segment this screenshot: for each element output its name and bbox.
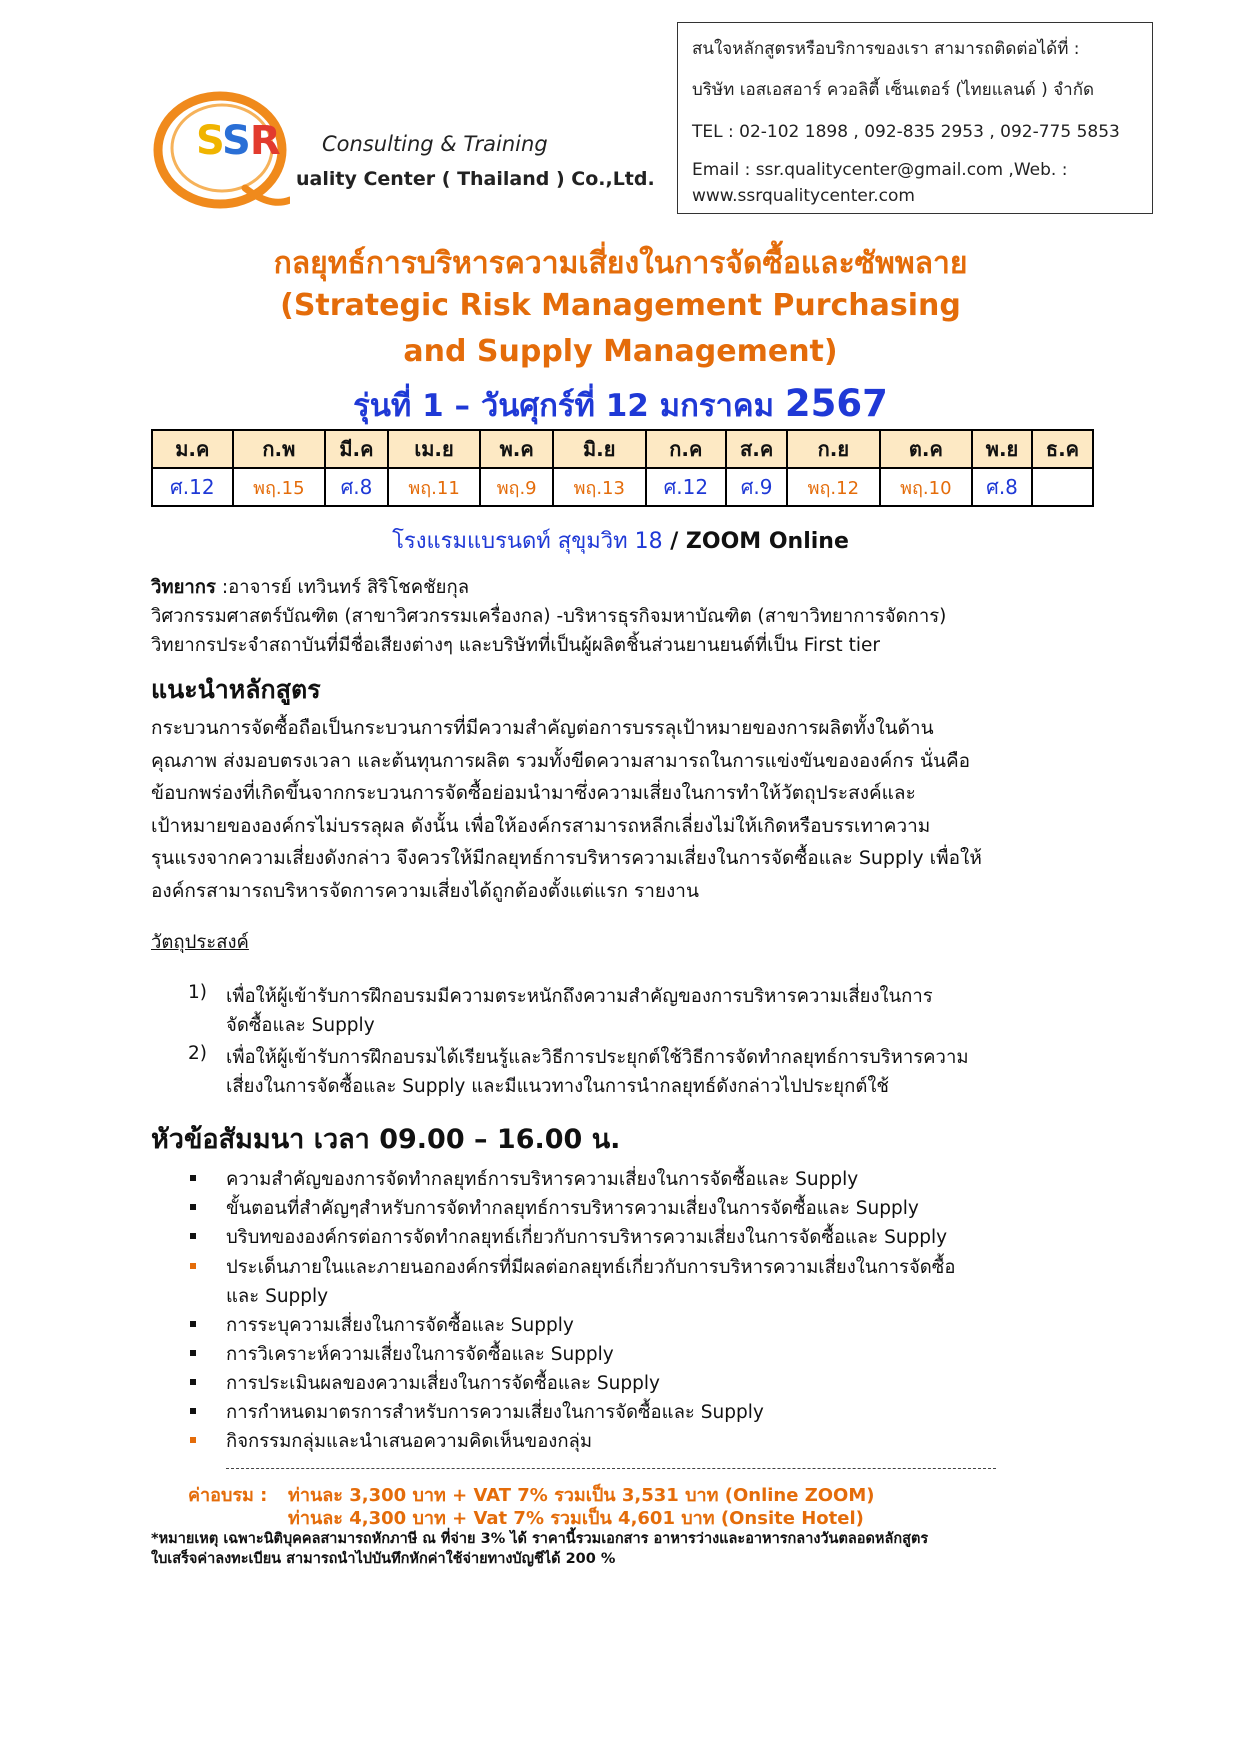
bullet-icon [190, 1379, 196, 1385]
intro-line: คุณภาพ ส่งมอบตรงเวลา และต้นทุนการผลิต รวมทั้งขีดความสามารถในการแข่งขันขององค์กร นั่นคือ [151, 749, 971, 772]
title-english-1: (Strategic Risk Management Purchasing [280, 288, 961, 323]
speaker-name: :อาจารย์ เทวินทร์ สิริโชคชัยกุล [215, 577, 470, 598]
topic-item: ประเด็นภายในและภายนอกองค์กรที่มีผลต่อกลยุทธ์เกี่ยวกับการบริหารความเสี่ยงในการจัดซื้อ [226, 1257, 956, 1278]
title-thai: กลยุทธ์การบริหารความเสี่ยงในการจัดซื้อและซัพพลาย [273, 246, 968, 281]
session-date [0, 380, 1241, 430]
objective-text: จัดซื้อและ Supply [226, 1015, 375, 1036]
intro-line: เป้าหมายขององค์กรไม่บรรลุผล ดังนั้น เพื่อให้องค์กรสามารถหลีกเลี่ยงไม่ให้เกิดหรือบรรเทาความ [151, 814, 931, 837]
speaker-label: วิทยากร [151, 577, 216, 598]
month-header: เม.ย [388, 430, 481, 468]
contact-website: www.ssrqualitycenter.com [692, 186, 915, 206]
month-header: ก.พ [233, 430, 326, 468]
topics-heading: หัวข้อสัมมนา เวลา 09.00 – 16.00 น. [151, 1124, 621, 1155]
intro-line: องค์กรสามารถบริหารจัดการความเสี่ยงได้ถูกต้องตั้งแต่แรก รายงาน [151, 879, 699, 902]
objective-text: เพื่อให้ผู้เข้ารับการฝึกอบรมได้เรียนรู้และวิธีการประยุกต์ใช้วิธีการจัดทำกลยุทธ์การบริหารความ [226, 1047, 969, 1068]
bullet-icon [190, 1175, 196, 1181]
topic-item: การประเมินผลของความเสี่ยงในการจัดซื้อและ Supply [226, 1373, 660, 1394]
month-header: ธ.ค [1032, 430, 1093, 468]
venue-hotel: โรงแรมแบรนดท์ สุขุมวิท 18 [392, 529, 663, 554]
session-date-cell: พฤ.11 [388, 468, 481, 506]
session-date-cell: ศ.8 [972, 468, 1032, 506]
objective-number: 1) [188, 982, 207, 1003]
company-logo [150, 88, 655, 218]
contact-email: Email : ssr.qualitycenter@gmail.com ,Web. : [692, 160, 1068, 180]
intro-line: ข้อบกพร่องที่เกิดขึ้นจากกระบวนการจัดซื้อย่อมนำมาซึ่งความเสี่ยงในการทำให้วัตถุประสงค์และ [151, 782, 916, 804]
month-header: ก.ค [646, 430, 727, 468]
bullet-icon [190, 1263, 196, 1269]
topic-item: บริบทขององค์กรต่อการจัดทำกลยุทธ์เกี่ยวกับการบริหารความเสี่ยงในการจัดซื้อและ Supply [226, 1227, 948, 1248]
bullet-icon [190, 1204, 196, 1210]
contact-phone: TEL : 02-102 1898 , 092-835 2953 , 092-775 5853 [692, 122, 1120, 142]
schedule-table [151, 429, 1094, 507]
divider [226, 1468, 996, 1469]
month-header: ต.ค [880, 430, 973, 468]
month-header: ม.ค [152, 430, 233, 468]
contact-line: สนใจหลักสูตรหรือบริการของเรา สามารถติดต่อได้ที่ : [692, 39, 1080, 59]
objective-text: เพื่อให้ผู้เข้ารับการฝึกอบรมมีความตระหนักถึงความสำคัญของการบริหารความเสี่ยงในการ [226, 986, 933, 1007]
topic-item: ความสำคัญของการจัดทำกลยุทธ์การบริหารความเสี่ยงในการจัดซื้อและ Supply [226, 1169, 859, 1190]
session-date-cell: ศ.12 [646, 468, 727, 506]
month-header: ก.ย [787, 430, 880, 468]
logo-company-name: uality Center ( Thailand ) Co.,Ltd. [296, 168, 655, 190]
session-date-cell: ศ.8 [325, 468, 388, 506]
bullet-icon [190, 1408, 196, 1414]
session-date-cell: พฤ.9 [480, 468, 553, 506]
speaker-line [151, 573, 469, 602]
fee-label: ค่าอบรม : [188, 1485, 268, 1506]
intro-paragraph [151, 712, 1091, 907]
contact-company: บริษัท เอสเอสอาร์ ควอลิตี้ เซ็นเตอร์ (ไทยแลนด์ ) จำกัด [692, 80, 1095, 100]
bullet-icon [190, 1350, 196, 1356]
intro-heading: แนะนำหลักสูตร [151, 675, 321, 704]
month-header: มี.ค [325, 430, 388, 468]
month-header: พ.ค [480, 430, 553, 468]
fee-online: ท่านละ 3,300 บาท + VAT 7% รวมเป็น 3,531 บาท (Online ZOOM) [288, 1485, 875, 1506]
topic-item: และ Supply [226, 1286, 329, 1307]
topic-item: กิจกรรมกลุ่มและนำเสนอความคิดเห็นของกลุ่ม [226, 1431, 593, 1452]
bullet-icon [190, 1437, 196, 1443]
topic-item: การวิเคราะห์ความเสี่ยงในการจัดซื้อและ Supply [226, 1344, 614, 1365]
intro-line: รุนแรงจากความเสี่ยงดังกล่าว จึงควรให้มีกลยุทธ์การบริหารความเสี่ยงในการจัดซื้อและ Supply เพื่อให้ [151, 847, 982, 869]
speaker-experience: วิทยากรประจำสถาบันที่มีชื่อเสียงต่างๆ และบริษัทที่เป็นผู้ผลิตชิ้นส่วนยานยนต์ที่เป็น First tier [151, 635, 880, 656]
venue-online: / ZOOM Online [662, 529, 849, 554]
session-date-cell: พฤ.12 [787, 468, 880, 506]
session-date-cell: ศ.9 [726, 468, 787, 506]
month-header: พ.ย [972, 430, 1032, 468]
logo-ssr-text: SSR [196, 118, 280, 164]
schedule-months-row [152, 430, 1093, 468]
session-text: รุ่นที่ 1 – วันศุกร์ที่ 12 มกราคม [353, 388, 775, 424]
objectives-heading: วัตถุประสงค์ [151, 932, 249, 953]
objective-text: เสี่ยงในการจัดซื้อและ Supply และมีแนวทางในการนำกลยุทธ์ดังกล่าวไปประยุกต์ใช้ [226, 1076, 889, 1097]
intro-line: กระบวนการจัดซื้อถือเป็นกระบวนการที่มีความสำคัญต่อการบรรลุเป้าหมายของการผลิตทั้งในด้าน [151, 717, 934, 739]
session-date-cell: พฤ.13 [553, 468, 646, 506]
objective-number: 2) [188, 1043, 207, 1064]
session-date-cell: พฤ.15 [233, 468, 326, 506]
note-line: *หมายเหตุ เฉพาะนิติบุคคลสามารถหักภาษี ณ ที่จ่าย 3% ได้ ราคานี้รวมเอกสาร อาหารว่างและอาหารกลางวันตลอดหลักสูตร [151, 1531, 929, 1547]
session-date-cell [1032, 468, 1093, 506]
bullet-icon [190, 1233, 196, 1239]
bullet-icon [190, 1321, 196, 1327]
topic-item: ขั้นตอนที่สำคัญๆสำหรับการจัดทำกลยุทธ์การบริหารความเสี่ยงในการจัดซื้อและ Supply [226, 1198, 919, 1219]
month-header: ส.ค [726, 430, 787, 468]
month-header: มิ.ย [553, 430, 646, 468]
speaker-education: วิศวกรรมศาสตร์บัณฑิต (สาขาวิศวกรรมเครื่องกล) -บริหารธุรกิจมหาบัณฑิต (สาขาวิทยาการจัดการ) [151, 606, 947, 627]
fee-onsite: ท่านละ 4,300 บาท + Vat 7% รวมเป็น 4,601 บาท (Onsite Hotel) [288, 1508, 864, 1529]
session-date-cell: ศ.12 [152, 468, 233, 506]
title-english-2: and Supply Management) [403, 334, 838, 369]
topic-item: การกำหนดมาตรการสำหรับการความเสี่ยงในการจัดซื้อและ Supply [226, 1402, 764, 1423]
logo-tagline: Consulting & Training [322, 132, 548, 156]
note-line: ใบเสร็จค่าลงทะเบียน สามารถนำไปบันทึกหักค่าใช้จ่ายทางบัญชีได้ 200 % [151, 1551, 616, 1567]
session-year: 2567 [784, 382, 888, 425]
topic-item: การระบุความเสี่ยงในการจัดซื้อและ Supply [226, 1315, 574, 1336]
venue [0, 523, 1241, 558]
contact-box [677, 22, 1153, 214]
schedule-dates-row [152, 468, 1093, 506]
session-date-cell: พฤ.10 [880, 468, 973, 506]
